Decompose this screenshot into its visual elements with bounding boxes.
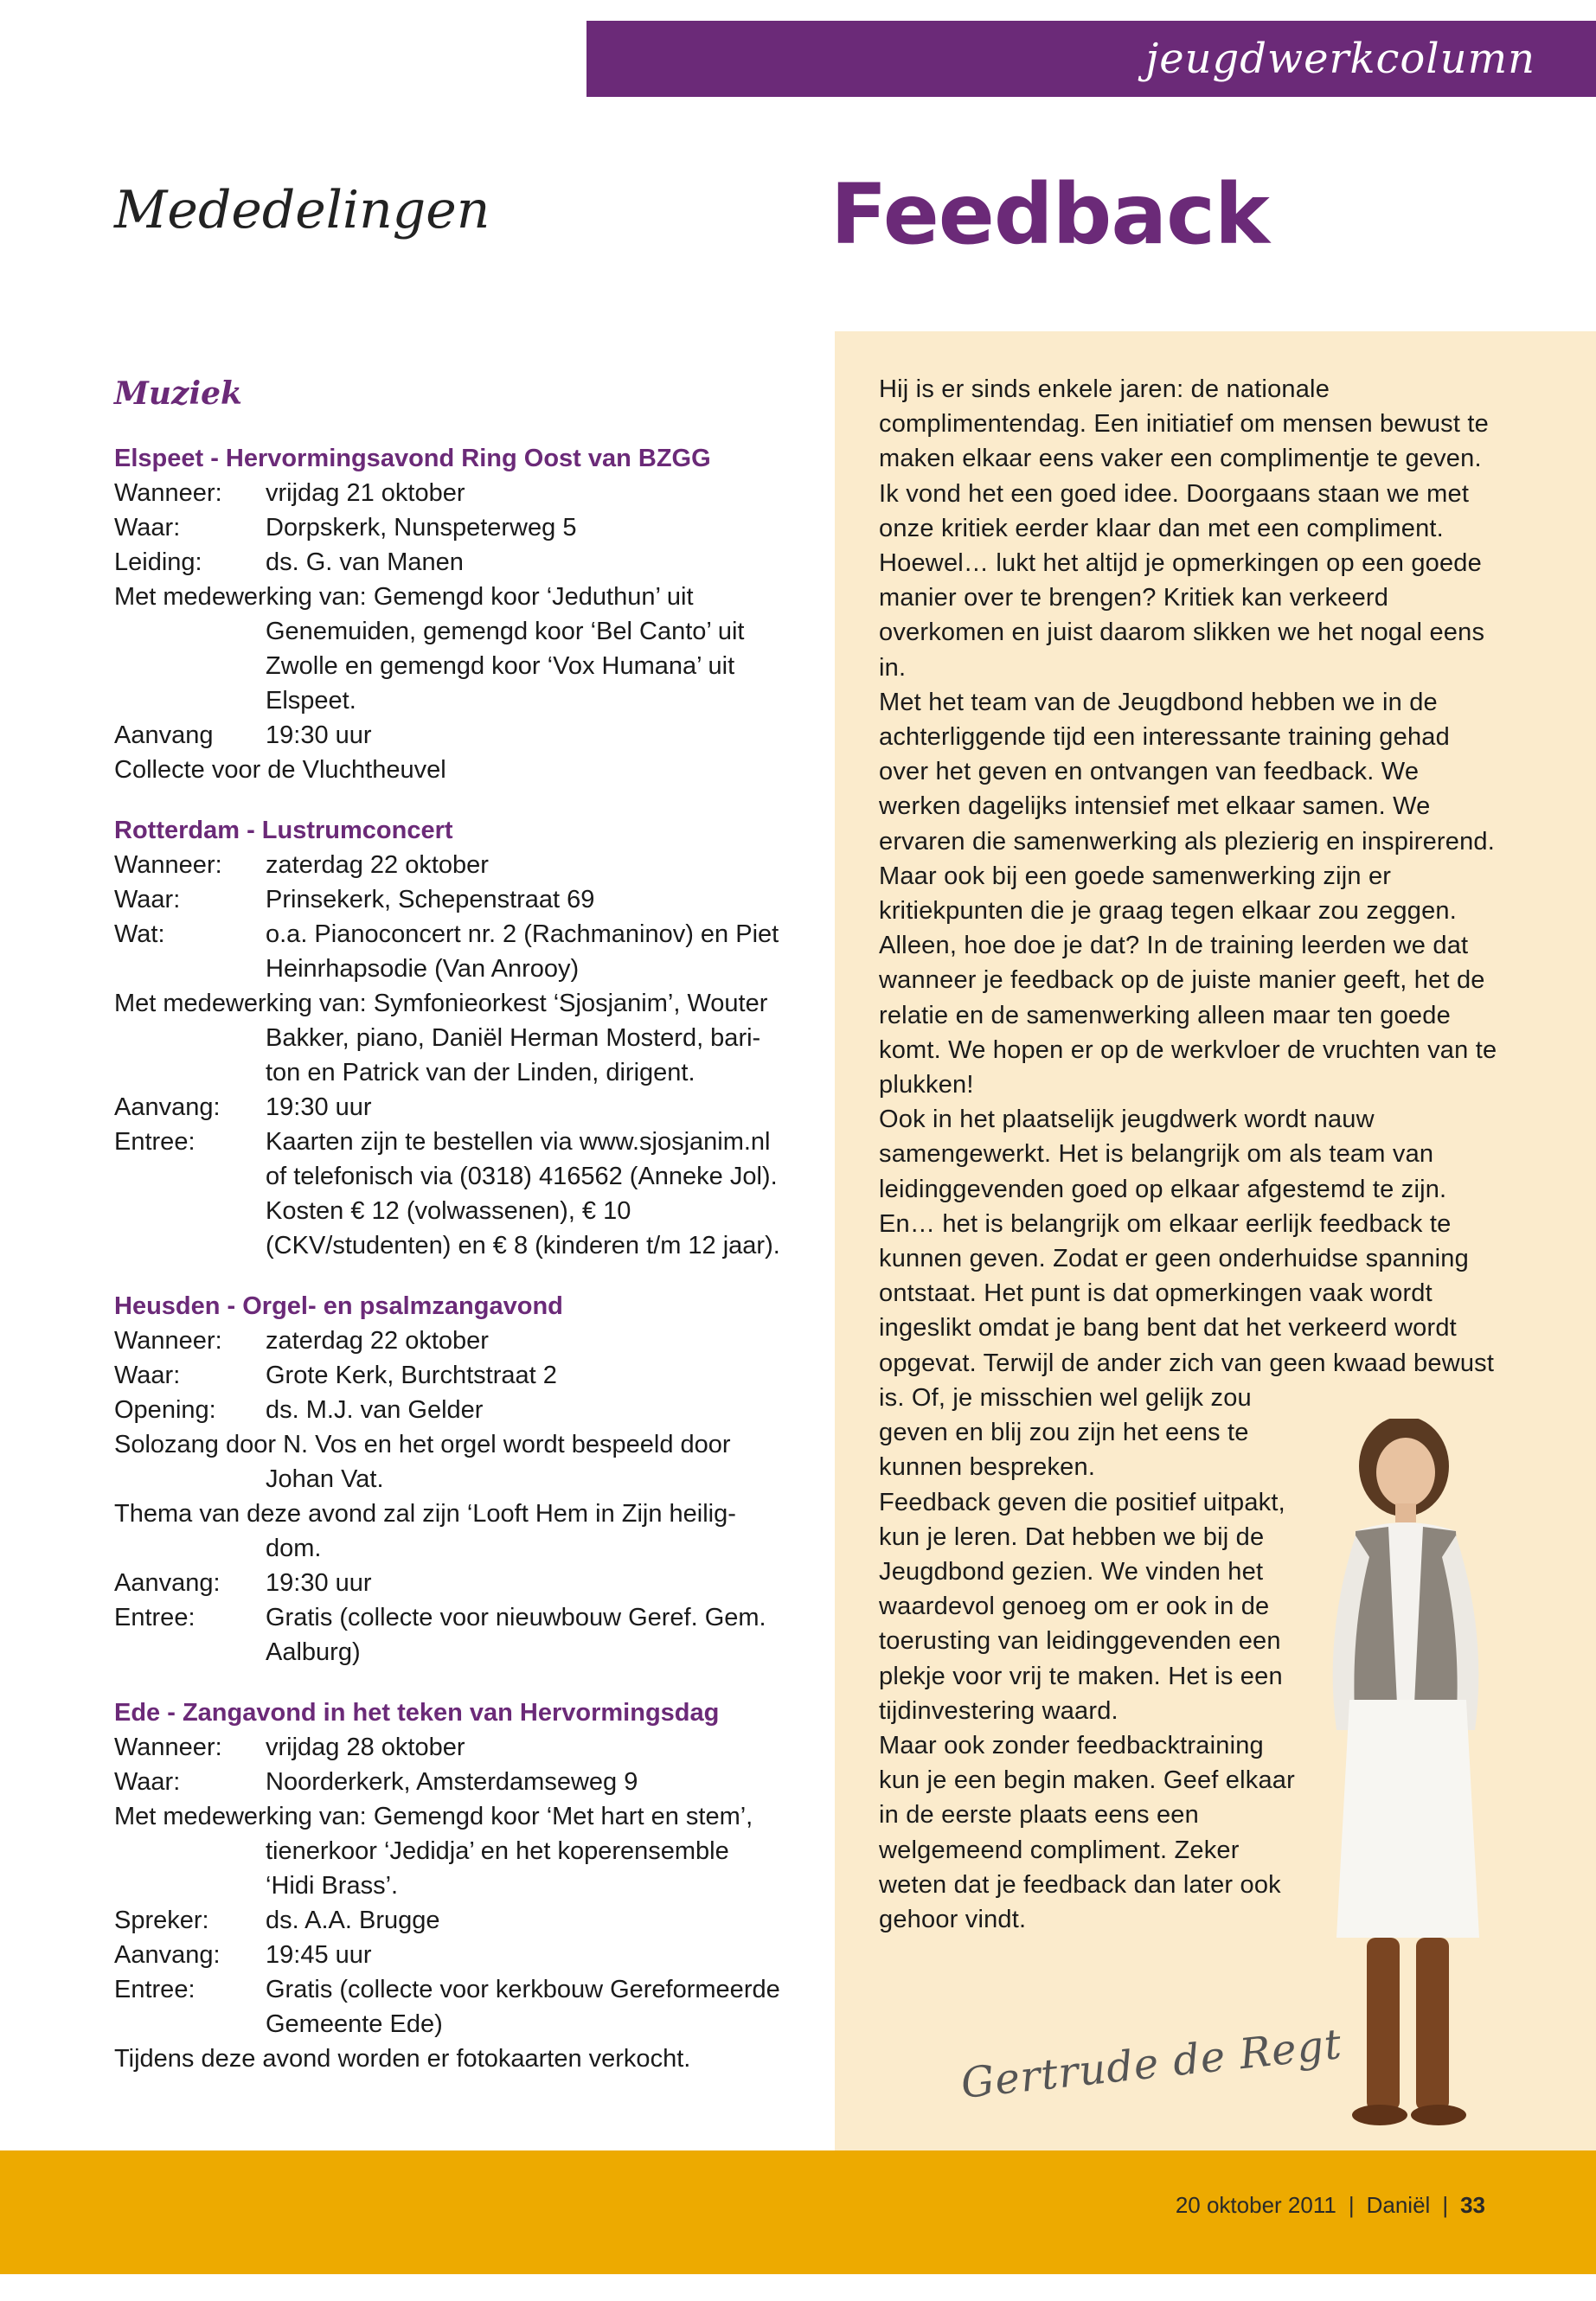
row-value: Prinsekerk, Schepenstraat 69	[266, 886, 595, 913]
cooperation-text: Symfonieorkest ‘Sjosjanim’, Wouter	[373, 990, 768, 1017]
page-title: Feedback	[830, 166, 1269, 263]
event-row	[114, 718, 789, 753]
cooperation-continued: Zwolle en gemengd koor ‘Vox Humana’ uit	[266, 652, 735, 680]
announcements-column	[114, 372, 789, 2102]
event-note: Tijdens deze avond worden er fotokaarten verkocht.	[114, 2045, 691, 2073]
cooperation-line	[114, 986, 789, 1021]
event-row	[114, 614, 789, 649]
footer-bar	[0, 2150, 1596, 2274]
cooperation-label: Met medewerking van:	[114, 1803, 367, 1830]
skirt	[1336, 1700, 1479, 1938]
section-label: jeugdwerkcolumn	[1145, 35, 1535, 83]
event-row	[114, 1730, 789, 1765]
event-row	[114, 1903, 789, 1938]
row-value: Gratis (collecte voor nieuwbouw Geref. Gem. Aalburg)	[266, 1604, 766, 1666]
row-value: ds. G. van Manen	[266, 548, 464, 576]
neck	[1395, 1503, 1416, 1522]
row-value: zaterdag 22 oktober	[266, 851, 489, 879]
row-label: Waar:	[114, 1362, 181, 1389]
section-banner	[586, 21, 1596, 97]
event-item	[114, 813, 789, 1263]
solo-continued: Johan Vat.	[266, 1465, 384, 1493]
cooperation-label: Met medewerking van:	[114, 990, 367, 1017]
article-paragraph: Feedback geven die positief uitpakt, kun je leren. Dat hebben we bij de Jeugdbond gezien. We vinden het waardevol genoeg om er ook in de toerusting van leidinggevenden een plekje voor vrij te maken. Het is een tijdinvestering waard.	[879, 1488, 1285, 1725]
row-label: Aanvang	[114, 721, 214, 749]
right-shoe	[1411, 2105, 1466, 2125]
row-value: vrijdag 28 oktober	[266, 1734, 465, 1761]
row-label: Aanvang:	[114, 1941, 221, 1969]
row-label: Waar:	[114, 514, 181, 542]
cooperation-continued: tienerkoor ‘Jedidja’ en het koperensemble	[266, 1837, 729, 1865]
cooperation-continued: ‘Hidi Brass’.	[266, 1872, 399, 1900]
cooperation-continued: ton en Patrick van der Linden, dirigent.	[266, 1059, 695, 1086]
row-label: Waar:	[114, 886, 181, 913]
row-label: Wanneer:	[114, 851, 222, 879]
row-label: Aanvang:	[114, 1093, 221, 1121]
event-row	[114, 1531, 789, 1566]
article-paragraph: Maar ook zonder feedbacktraining kun je een begin maken. Geef elkaar in de eerste plaats eens een welgemeend compliment. Zeker weten dat je feedback dan later ook gehoor vindt.	[879, 1731, 1295, 1933]
cooperation-line	[114, 1799, 789, 1834]
event-note: Collecte voor de Vluchtheuvel	[114, 756, 446, 784]
row-value: o.a. Pianoconcert nr. 2 (Rachmaninov) en Piet Heinrhapsodie (Van Anrooy)	[266, 920, 779, 983]
article-paragraph: geven en blij zou zijn het eens te kunnen bespreken.	[879, 1419, 1249, 1482]
event-title: Rotterdam - Lustrumconcert	[114, 817, 453, 844]
cooperation-continued: Bakker, piano, Daniël Herman Mosterd, bari-	[266, 1024, 761, 1052]
row-label: Entree:	[114, 1976, 195, 2003]
row-value: Grote Kerk, Burchtstraat 2	[266, 1362, 557, 1389]
row-value: zaterdag 22 oktober	[266, 1327, 489, 1355]
event-row	[114, 1868, 789, 1903]
solo-line: Solozang door N. Vos en het orgel wordt bespeeld door	[114, 1431, 731, 1458]
cooperation-continued: Genemuiden, gemengd koor ‘Bel Canto’ uit	[266, 618, 745, 645]
event-row	[114, 1358, 789, 1393]
row-label: Leiding:	[114, 548, 202, 576]
event-row	[114, 545, 789, 580]
row-value: 19:30 uur	[266, 1569, 372, 1597]
signature: Gertrude de Regt	[958, 2020, 1344, 2108]
event-title: Elspeet - Hervormingsavond Ring Oost van BZGG	[114, 445, 711, 472]
article-paragraph: Hij is er sinds enkele jaren: de nationale complimentendag. Een initiatief om mensen bewust te maken elkaar eens vaker een complimentje te geven. Ik vond het een goed idee. Doorgaans staan we met onze kritiek eerder klaar dan met een compliment. Hoewel… lukt het altijd je opmerkingen op een goede manier over te brengen? Kritiek kan verkeerd overkomen en juist daarom slikken we het nogal eens in.	[879, 375, 1489, 682]
cooperation-text: Gemengd koor ‘Jeduthun’ uit	[373, 583, 694, 611]
left-shoe	[1352, 2105, 1407, 2125]
right-boot	[1416, 1938, 1449, 2111]
row-value: ds. A.A. Brugge	[266, 1907, 440, 1934]
event-row	[114, 1393, 789, 1427]
row-label: Aanvang:	[114, 1569, 221, 1597]
cooperation-line	[114, 580, 789, 614]
row-value: Dorpskerk, Nunspeterweg 5	[266, 514, 577, 542]
magazine-name: Daniël	[1366, 2192, 1431, 2218]
theme-line: Thema van deze avond zal zijn ‘Looft Hem in Zijn heilig-	[114, 1500, 736, 1528]
page-number: 33	[1460, 2192, 1485, 2218]
event-row	[114, 882, 789, 917]
event-row	[114, 510, 789, 545]
event-row	[114, 1021, 789, 1055]
event-row	[114, 1055, 789, 1090]
event-title: Heusden - Orgel- en psalmzangavond	[114, 1292, 563, 1320]
event-item	[114, 1289, 789, 1670]
section-heading: Muziek	[114, 375, 242, 412]
event-row	[114, 1938, 789, 1972]
row-label: Wanneer:	[114, 479, 222, 507]
event-row	[114, 1834, 789, 1868]
row-value: 19:30 uur	[266, 1093, 372, 1121]
cooperation-label: Met medewerking van:	[114, 583, 367, 611]
event-row	[114, 848, 789, 882]
row-label: Wanneer:	[114, 1734, 222, 1761]
face	[1376, 1438, 1435, 1507]
left-heading: Mededelingen	[114, 180, 490, 240]
row-value: Gratis (collecte voor kerkbouw Gereformeerde Gemeente Ede)	[266, 1976, 780, 2038]
event-title: Ede - Zangavond in het teken van Hervormingsdag	[114, 1699, 720, 1727]
event-row	[114, 1600, 789, 1670]
event-row	[114, 1765, 789, 1799]
event-row	[114, 1324, 789, 1358]
cooperation-text: Gemengd koor ‘Met hart en stem’,	[373, 1803, 753, 1830]
event-row	[114, 476, 789, 510]
row-value: ds. M.J. van Gelder	[266, 1396, 484, 1424]
event-row	[114, 683, 789, 718]
article-paragraph: Ook in het plaatselijk jeugdwerk wordt nauw samengewerkt. Het is belangrijk om als team van leidinggevenden goed op elkaar afgestemd te zijn. En… het is belangrijk om elkaar eerlijk feedback te kunnen geven. Zodat er geen onderhuidse spanning ontstaat. Het punt is dat opmerkingen vaak wordt ingeslikt omdat je bang bent dat het verkeerd wordt opgevat. Terwijl de ander zich van geen kwaad bewust is. Of, je misschien wel gelijk zou	[879, 1106, 1495, 1412]
row-value: Kaarten zijn te bestellen via www.sjosjanim.nl of telefonisch via (0318) 416562 (Anneke Jol). Kosten € 12 (volwassenen), € 10 (CKV/studenten) en € 8 (kinderen t/m 12 jaar).	[266, 1128, 780, 1259]
article-paragraph: Met het team van de Jeugdbond hebben we in de achterliggende tijd een interessante training gehad over het geven en ontvangen van feedback. We werken dagelijks intensief met elkaar samen. We ervaren die samenwerking als plezierig en inspirerend. Maar ook bij een goede samenwerking zijn er kritiekpunten die je graag tegen elkaar zou zeggen. Alleen, hoe doe je dat? In de training leerden we dat wanneer je feedback op de juiste manier geeft, het de relatie en de samenwerking alleen maar ten goede komt. We hopen er op de werkvloer de vruchten van te plukken!	[879, 688, 1497, 1099]
event-row	[114, 1972, 789, 2041]
row-label: Waar:	[114, 1768, 181, 1796]
left-boot	[1367, 1938, 1400, 2111]
row-label: Entree:	[114, 1128, 195, 1156]
event-row	[114, 917, 789, 986]
event-item	[114, 441, 789, 787]
event-row	[114, 649, 789, 683]
event-row	[114, 1566, 789, 1600]
footer-info: 20 oktober 2011 | Daniël | 33	[1175, 2192, 1485, 2218]
event-row	[114, 1125, 789, 1263]
row-value: Noorderkerk, Amsterdamseweg 9	[266, 1768, 638, 1796]
row-label: Opening:	[114, 1396, 216, 1424]
row-value: 19:45 uur	[266, 1941, 372, 1969]
event-row	[114, 1462, 789, 1497]
cooperation-continued: Elspeet.	[266, 687, 356, 715]
row-label: Entree:	[114, 1604, 195, 1631]
row-label: Wat:	[114, 920, 165, 948]
theme-continued: dom.	[266, 1535, 322, 1562]
event-row	[114, 1090, 789, 1125]
row-label: Spreker:	[114, 1907, 209, 1934]
row-value: vrijdag 21 oktober	[266, 479, 465, 507]
event-item	[114, 1695, 789, 2076]
row-label: Wanneer:	[114, 1327, 222, 1355]
issue-date: 20 oktober 2011	[1175, 2192, 1336, 2218]
row-value: 19:30 uur	[266, 721, 372, 749]
